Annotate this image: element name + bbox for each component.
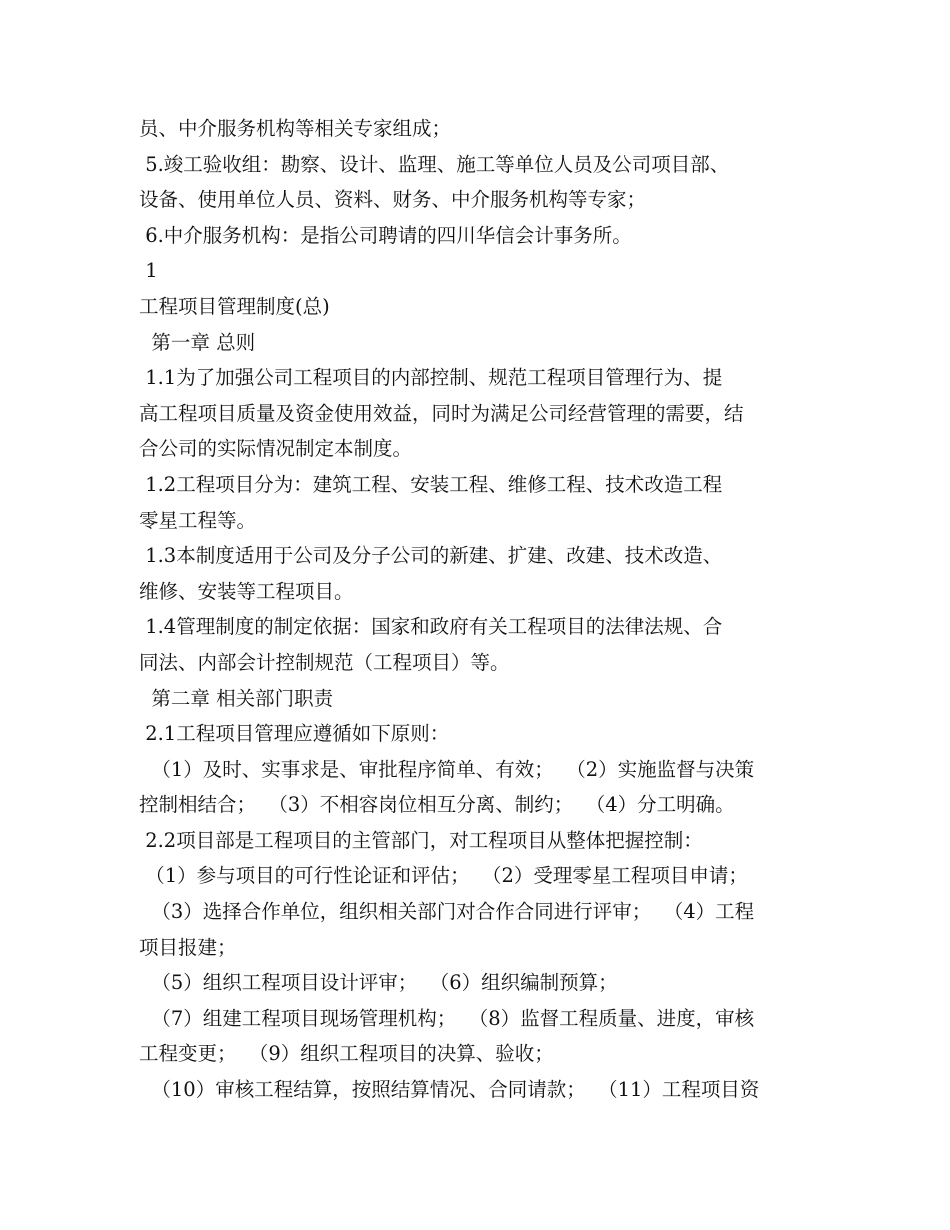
text-line: 2.2项目部是工程项目的主管部门，对工程项目从整体把握控制： <box>139 828 703 852</box>
text-line: 1.3本制度适用于公司及分子公司的新建、扩建、改建、技术改造、 <box>139 544 723 568</box>
text-line: 高工程项目质量及资金使用效益，同时为满足公司经营管理的需要，结 <box>139 401 744 425</box>
text-line: 维修、安装等工程项目。 <box>139 579 354 603</box>
text-line: （7）组建工程项目现场管理机构； （8）监督工程质量、进度，审核 <box>139 1006 755 1030</box>
text-line: （10）审核工程结算，按照结算情况、合同请款； （11）工程项目资 <box>139 1078 760 1102</box>
chapter-heading: 第二章 相关部门职责 <box>139 686 334 710</box>
text-line: 零星工程等。 <box>139 508 257 532</box>
text-line: 合公司的实际情况制定本制度。 <box>139 437 413 461</box>
text-line: （3）选择合作单位，组织相关部门对合作合同进行评审； （4）工程 <box>139 900 755 924</box>
text-line: （1）及时、实事求是、审批程序简单、有效； （2）实施监督与决策 <box>139 757 755 781</box>
text-line: 1.4管理制度的制定依据：国家和政府有关工程项目的法律法规、合 <box>139 615 723 639</box>
chapter-heading: 第一章 总则 <box>139 330 256 354</box>
text-line: （1）参与项目的可行性论证和评估； （2）受理零星工程项目申请； <box>139 864 748 888</box>
text-line: 项目报建； <box>139 935 237 959</box>
text-line: 工程变更； （9）组织工程项目的决算、验收； <box>139 1042 554 1066</box>
text-line: 2.1工程项目管理应遵循如下原则： <box>139 722 450 746</box>
text-line: 1.1为了加强公司工程项目的内部控制、规范工程项目管理行为、提 <box>139 366 723 390</box>
page-number: 1 <box>139 259 158 283</box>
text-line: 5.竣工验收组：勘察、设计、监理、施工等单位人员及公司项目部、 <box>139 152 730 176</box>
text-line: 设备、使用单位人员、资料、财务、中介服务机构等专家； <box>139 188 647 212</box>
text-line: 同法、内部会计控制规范（工程项目）等。 <box>139 650 510 674</box>
text-line: 控制相结合； （3）不相容岗位相互分离、制约； （4）分工明确。 <box>139 793 735 817</box>
text-line: 6.中介服务机构：是指公司聘请的四川华信会计事务所。 <box>139 223 632 247</box>
text-line: 1.2工程项目分为：建筑工程、安装工程、维修工程、技术改造工程 <box>139 472 723 496</box>
text-line: 员、中介服务机构等相关专家组成； <box>139 117 452 140</box>
document-body <box>139 111 819 1108</box>
text-line: （5）组织工程项目设计评审； （6）组织编制预算； <box>139 971 618 995</box>
document-title: 工程项目管理制度(总) <box>139 294 330 318</box>
